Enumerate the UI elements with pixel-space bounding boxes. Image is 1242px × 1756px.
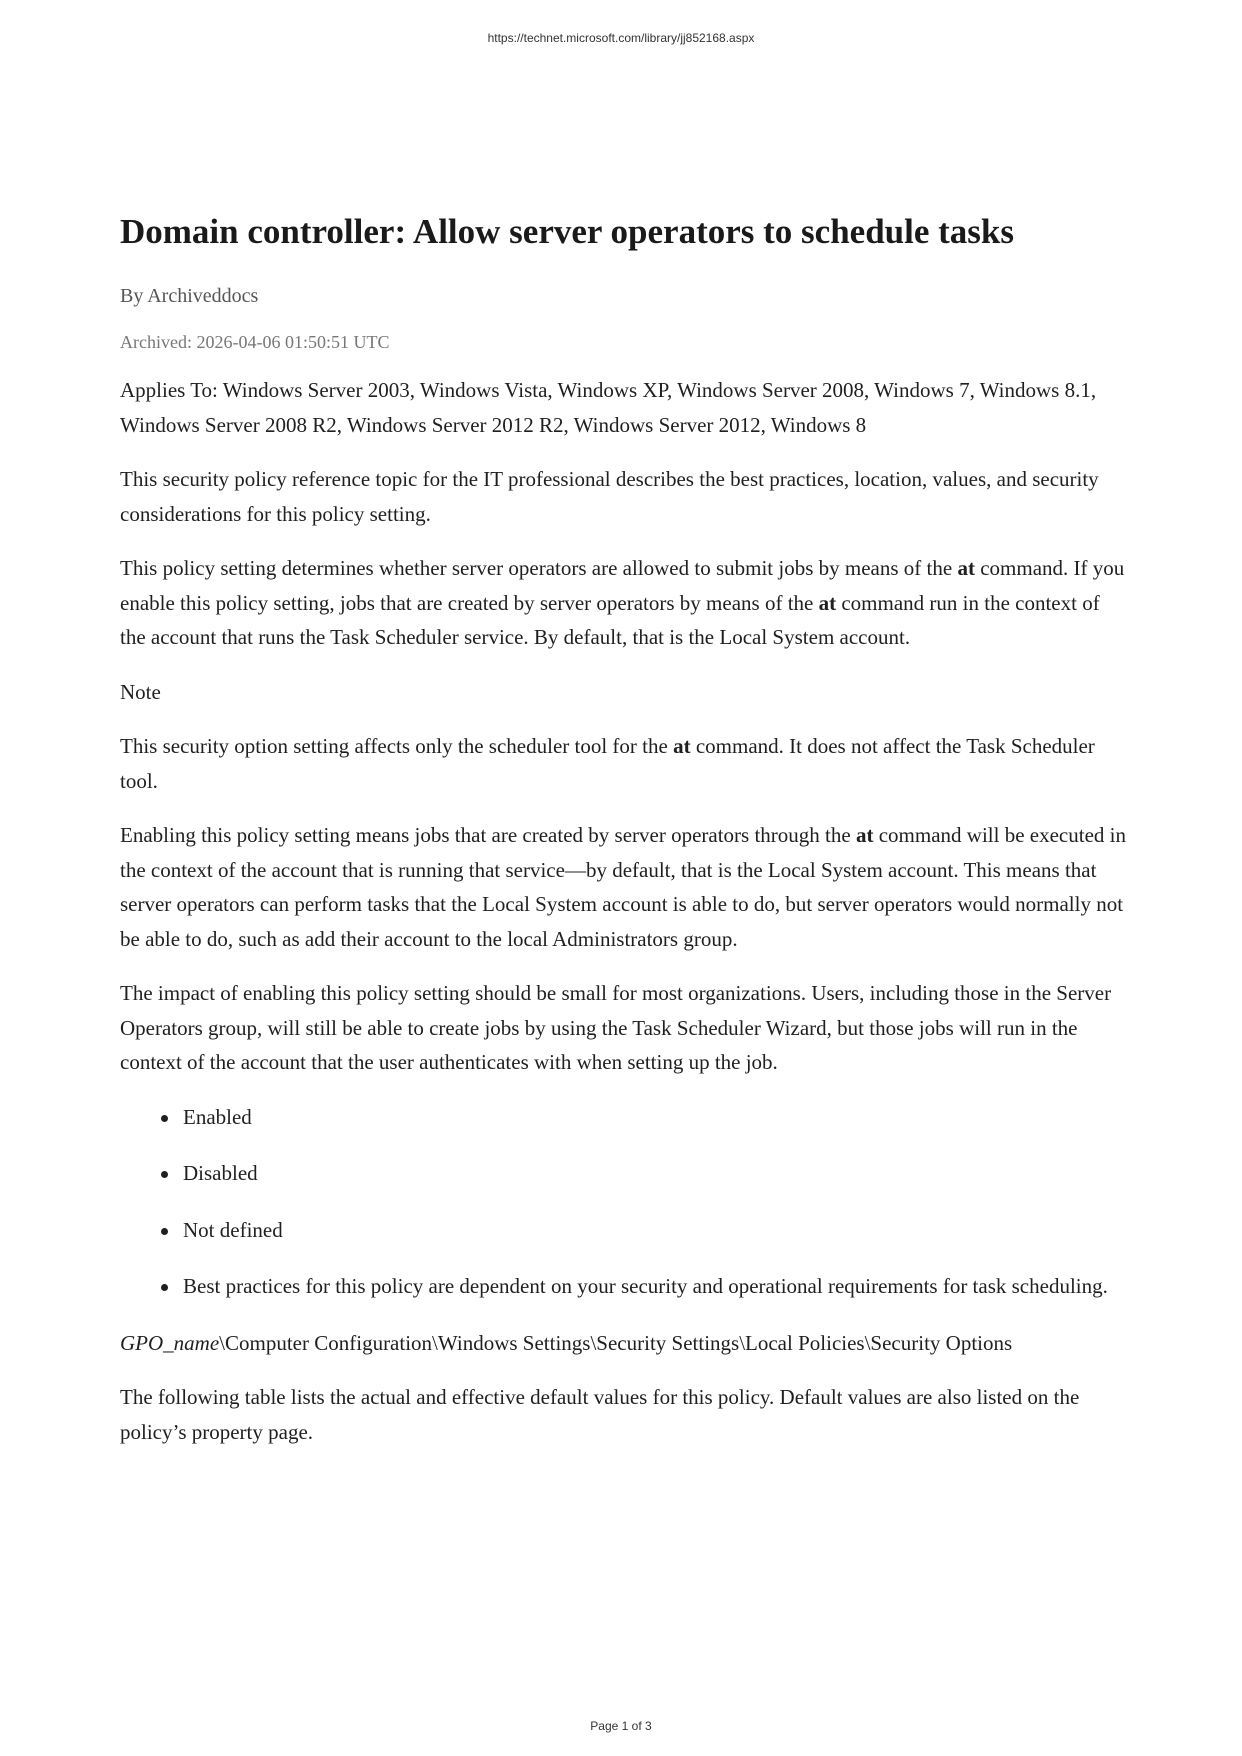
applies-to: Applies To: Windows Server 2003, Windows Vista, Windows XP, Windows Server 2008, Windows 7, Windows 8.1, Windows Server 2008 R2, Windows Server 2012 R2, Windows Server 2012, Windows 8	[120, 378, 1097, 437]
enabling-paragraph	[120, 818, 1130, 956]
gpo-name: GPO_name	[120, 1330, 220, 1355]
at-command: at	[818, 590, 837, 615]
description-text-3: command run in the context of the account that runs the Task Scheduler service. By default, that is the Local System account.	[120, 590, 1100, 649]
enabling-text-2: command will be executed in the context of the account that is running that service—by default, that is the Local System account. This means that server operators can perform tasks that the Local System account is able to do, but server operators would normally not be able to do, such as add their account to the local Administrators group.	[120, 823, 1126, 951]
policy-location	[120, 1326, 1130, 1361]
list-item-text: Not defined	[183, 1217, 283, 1242]
author-byline: By Archiveddocs	[120, 285, 259, 307]
enabling-text-1: Enabling this policy setting means jobs that are created by server operators through the	[120, 823, 856, 847]
bullet-icon	[161, 1115, 168, 1122]
impact-paragraph: The impact of enabling this policy setting should be small for most organizations. Users, including those in the Server Operators group, will still be able to create jobs by using the Task Scheduler Wizard, but those jobs will run in the context of the account that the user authenticates with when setting up the job.	[120, 981, 1112, 1074]
at-command: at	[855, 823, 874, 847]
values-list	[120, 1100, 1130, 1304]
list-item	[183, 1269, 1130, 1304]
page-title: Domain controller: Allow server operators to schedule tasks	[120, 212, 1015, 251]
list-item-text: Enabled	[183, 1104, 252, 1129]
intro-paragraph: This security policy reference topic for the IT professional describes the best practices, location, values, and security considerations for this policy setting.	[120, 467, 1099, 526]
bullet-icon	[161, 1171, 168, 1178]
list-item-text: Best practices for this policy are dependent on your security and operational requirements for task scheduling.	[183, 1274, 1108, 1298]
table-intro-paragraph: The following table lists the actual and effective default values for this policy. Default values are also listed on the policy’s property page.	[120, 1385, 1080, 1444]
list-item	[183, 1100, 1130, 1135]
bullet-icon	[161, 1228, 168, 1235]
policy-path: \Computer Configuration\Windows Settings\Security Settings\Local Policies\Security Options	[219, 1330, 1013, 1355]
list-item-text: Disabled	[183, 1161, 258, 1185]
note-label: Note	[120, 679, 161, 704]
list-item	[183, 1156, 1130, 1191]
at-command: at	[673, 734, 691, 758]
note-text-2: command. It does not affect the Task Scheduler tool.	[120, 734, 1095, 793]
note-text-1: This security option setting affects only the scheduler tool for the	[120, 734, 674, 758]
source-url: https://technet.microsoft.com/library/jj852168.aspx	[487, 31, 755, 45]
article	[120, 210, 1130, 1469]
page-number: Page 1 of 3	[590, 1719, 652, 1733]
description-text-2: command. If you enable this policy setting, jobs that are created by server operators by means of the	[120, 556, 1125, 615]
bullet-icon	[161, 1284, 168, 1291]
description-paragraph	[120, 551, 1130, 655]
note-paragraph	[120, 729, 1130, 798]
archived-timestamp: Archived: 2026-04-06 01:50:51 UTC	[120, 332, 390, 352]
description-text-1: This policy setting determines whether server operators are allowed to submit jobs by means of the	[120, 556, 958, 580]
at-command: at	[957, 556, 975, 580]
list-item	[183, 1213, 1130, 1248]
